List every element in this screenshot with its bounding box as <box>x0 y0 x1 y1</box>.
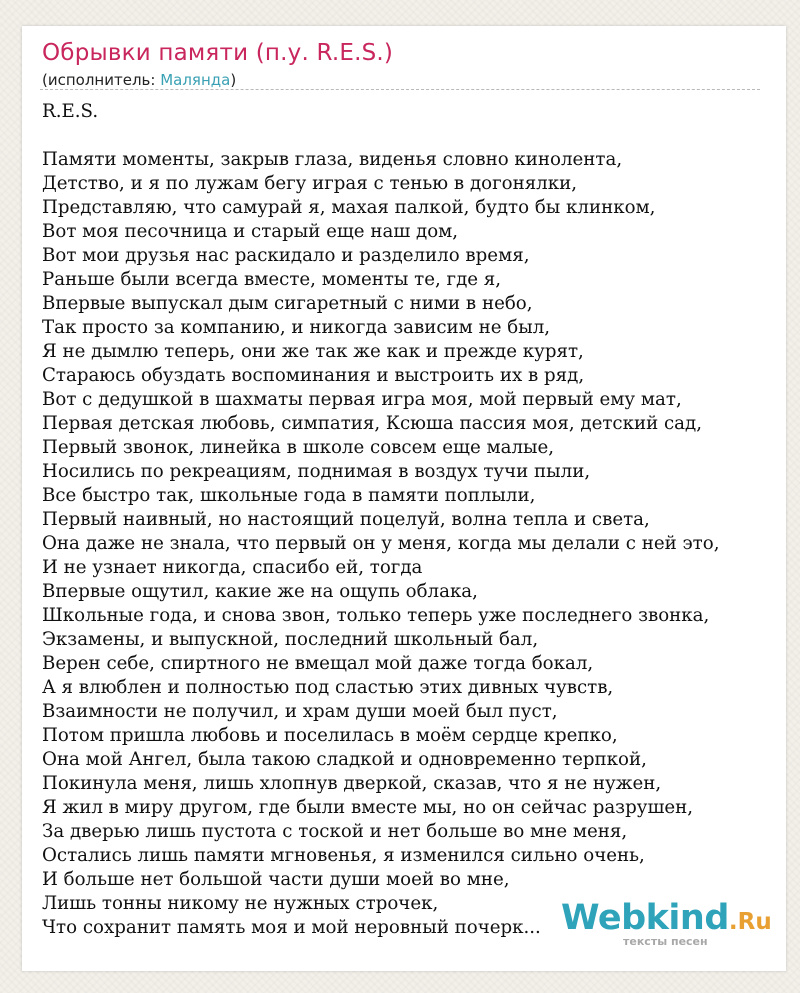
webkind-logo[interactable] <box>561 898 772 948</box>
lyric-line: Лишь тонны никому не нужных строчек, <box>42 893 439 914</box>
lyric-line: Представляю, что самурай я, махая палкой, будто бы клинком, <box>42 197 656 218</box>
lyric-line: За дверью лишь пустота с тоской и нет больше во мне меня, <box>42 821 628 842</box>
lyric-line: Детство, и я по лужам бегу играя с тенью в догонялки, <box>42 173 577 194</box>
lyric-line: Носились по рекреациям, поднимая в воздух тучи пыли, <box>42 461 591 482</box>
lyric-line: Впервые ощутил, какие же на ощупь облака, <box>42 581 478 602</box>
performer-line <box>42 71 236 89</box>
lyric-line: Покинула меня, лишь хлопнув дверкой, сказав, что я не нужен, <box>42 773 662 794</box>
lyric-line: Раньше были всегда вместе, моменты те, где я, <box>42 269 502 290</box>
lyric-line: Что сохранит память моя и мой неровный почерк... <box>42 917 541 938</box>
lyric-line: Стараюсь обуздать воспоминания и выстроить их в ряд, <box>42 365 585 386</box>
lyric-line: Взаимности не получил, и храм души моей был пуст, <box>42 701 558 722</box>
lyric-line: Она даже не знала, что первый он у меня, когда мы делали с ней это, <box>42 533 720 554</box>
performer-suffix: ) <box>230 71 237 89</box>
logo-tld-text: .Ru <box>728 909 772 935</box>
lyric-line: Я не дымлю теперь, они же так же как и прежде курят, <box>42 341 584 362</box>
lyric-line: Впервые выпускал дым сигаретный с ними в небо, <box>42 293 533 314</box>
lyric-line: Памяти моменты, закрыв глаза, виденья словно кинолента, <box>42 149 623 170</box>
lyric-line: Все быстро так, школьные года в памяти поплыли, <box>42 485 536 506</box>
performer-link[interactable]: Малянда <box>160 71 231 89</box>
song-title: Обрывки памяти (п.у. R.E.S.) <box>42 40 394 66</box>
lyric-line: R.E.S. <box>42 101 99 122</box>
lyric-line <box>42 124 719 148</box>
lyric-line: Потом пришла любовь и поселилась в моём сердце крепко, <box>42 725 618 746</box>
lyric-line: Школьные года, и снова звон, только теперь уже последнего звонка, <box>42 605 710 626</box>
lyric-line: Я жил в миру другом, где были вместе мы, но он сейчас разрушен, <box>42 797 694 818</box>
lyric-line: Верен себе, спиртного не вмещал мой даже тогда бокал, <box>42 653 594 674</box>
lyric-line: Вот с дедушкой в шахматы первая игра моя, мой первый ему мат, <box>42 389 682 410</box>
lyric-line: Вот мои друзья нас раскидало и разделило время, <box>42 245 530 266</box>
lyric-line: Первая детская любовь, симпатия, Ксюша пассия моя, детский сад, <box>42 413 702 434</box>
lyric-line: Она мой Ангел, была такою сладкой и одновременно терпкой, <box>42 749 647 770</box>
dashed-divider <box>40 89 760 90</box>
logo-main-text: Webkind <box>561 898 729 938</box>
lyric-line: И больше нет большой части души моей во мне, <box>42 869 510 890</box>
performer-prefix: (исполнитель: <box>42 71 161 89</box>
lyric-line: Вот моя песочница и старый еще наш дом, <box>42 221 459 242</box>
lyrics-text <box>42 100 719 940</box>
lyrics-card <box>22 26 786 971</box>
lyric-line: И не узнает никогда, спасибо ей, тогда <box>42 557 423 578</box>
lyric-line: Первый наивный, но настоящий поцелуй, волна тепла и света, <box>42 509 650 530</box>
lyric-line: Остались лишь памяти мгновенья, я изменился сильно очень, <box>42 845 645 866</box>
lyric-line: Экзамены, и выпускной, последний школьный бал, <box>42 629 539 650</box>
logo-tagline: тексты песен <box>623 935 708 948</box>
lyric-line: Первый звонок, линейка в школе совсем еще малые, <box>42 437 555 458</box>
lyric-line: Так просто за компанию, и никогда зависим не был, <box>42 317 551 338</box>
lyric-line: А я влюблен и полностью под сластью этих дивных чувств, <box>42 677 614 698</box>
